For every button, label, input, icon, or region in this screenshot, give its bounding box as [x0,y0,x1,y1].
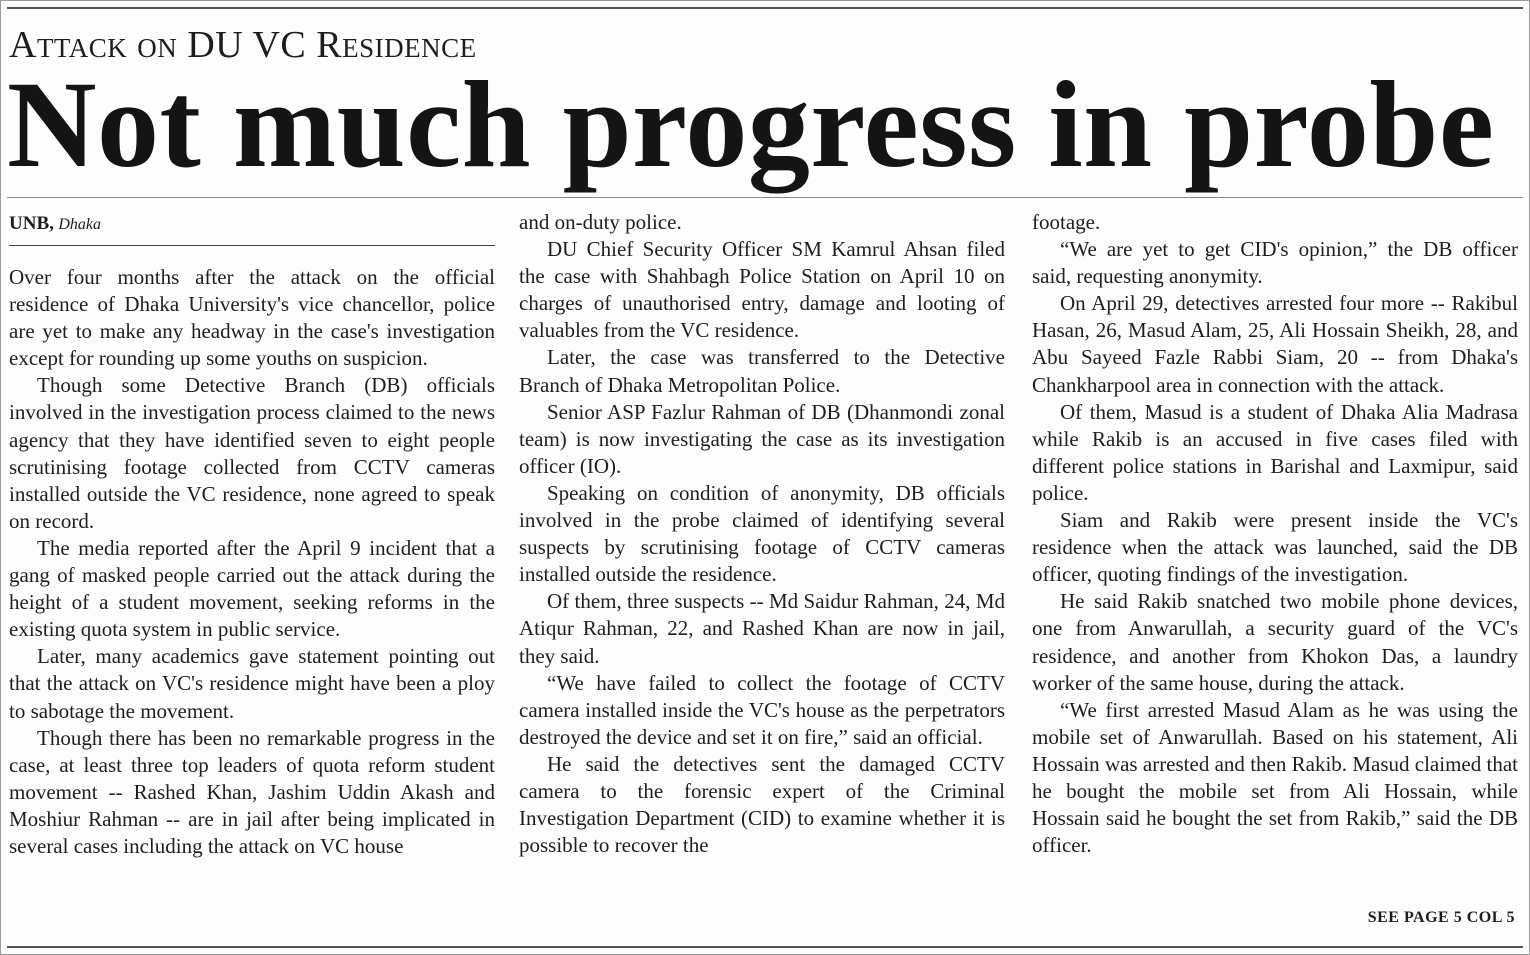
paragraph-continuation: footage. [1032,210,1101,234]
paragraph: He said the detectives sent the damaged CCTV camera to the forensic expert of the Criminal Investigation Department (CID) to examine whether it is possible to recover the [519,751,1005,858]
paragraph: Speaking on condition of anonymity, DB officials involved in the probe claimed of identifying several suspects by scrutinising footage of CCTV cameras installed outside the residence. [519,480,1005,587]
kicker: Attack on DU VC Residence [9,24,477,66]
paragraph: “We first arrested Masud Alam as he was using the mobile set of Anwarullah. Based on his statement, Ali Hossain was arrested and then Rakib. Masud claimed that he bought the mobile set from Ali Hossain, while Hossain said he bought the set from Rakib,” said the DB officer. [1032,697,1518,858]
paragraph: Later, many academics gave statement pointing out that the attack on VC's residence might have been a ploy to sabotage the movement. [9,644,495,723]
byline [9,211,495,237]
paragraph: Though some Detective Branch (DB) officials involved in the investigation process claimed to the news agency that they have identified seven to eight people scrutinising footage collected from CCTV cameras installed outside the VC residence, none agreed to speak on record. [9,373,495,533]
paragraph-continuation: and on-duty police. [519,210,682,234]
paragraph: The media reported after the April 9 incident that a gang of masked people carried out the attack during the height of a student movement, seeking reforms in the existing quota system in public service. [9,535,495,642]
paragraph: “We have failed to collect the footage of CCTV camera installed inside the VC's house as the perpetrators destroyed the device and set it on fire,” said an official. [519,670,1005,749]
byline-agency: UNB, [9,213,54,234]
paragraph: On April 29, detectives arrested four more -- Rakibul Hasan, 26, Masud Alam, 25, Ali Hossain Sheikh, 28, and Abu Sayeed Fazle Rabbi Siam, 20 -- from Dhaka's Chankharpool area in connection with the attack. [1032,291,1518,397]
paragraph: He said Rakib snatched two mobile phone devices, one from Anwarullah, a security guard of the VC's residence, and another from Khokon Das, a laundry worker of the same house, during the attack. [1032,589,1518,695]
byline-place: Dhaka [58,216,102,233]
headline-rule [7,197,1523,198]
article-column-3 [1032,209,1518,859]
paragraph: Of them, Masud is a student of Dhaka Alia Madrasa while Rakib is an accused in five cases filed with different police stations in Barishal and Laxmipur, said police. [1032,399,1518,505]
paragraph: Though there has been no remarkable progress in the case, at least three top leaders of quota reform student movement -- Rashed Khan, Jashim Uddin Akash and Moshiur Rahman -- are in jail after being implicated in several cases including the attack on VC house [9,725,495,858]
paragraph: Senior ASP Fazlur Rahman of DB (Dhanmondi zonal team) is now investigating the case as its investigation officer (IO). [519,399,1005,478]
article-column-1 [9,211,495,860]
bottom-rule [7,946,1523,948]
top-rule [7,7,1523,9]
paragraph: Siam and Rakib were present inside the VC's residence when the attack was launched, said the DB officer, quoting findings of the investigation. [1032,508,1518,587]
headline: Not much progress in probe [7,56,1495,193]
continued-on-page: SEE PAGE 5 COL 5 [1367,909,1515,926]
paragraph: Of them, three suspects -- Md Saidur Rahman, 24, Md Atiqur Rahman, 22, and Rashed Khan are now in jail, they said. [519,589,1005,668]
paragraph: Over four months after the attack on the official residence of Dhaka University's vice chancellor, police are yet to make any headway in the case's investigation except for rounding up some youths on suspicion. [9,265,495,371]
paragraph: Later, the case was transferred to the Detective Branch of Dhaka Metropolitan Police. [519,345,1005,397]
paragraph: “We are yet to get CID's opinion,” the DB officer said, requesting anonymity. [1032,237,1518,289]
paragraph: DU Chief Security Officer SM Kamrul Ahsan filed the case with Shahbagh Police Station on April 10 on charges of unauthorised entry, damage and looting of valuables from the VC residence. [519,237,1005,343]
article-column-2 [519,209,1005,859]
byline-rule [9,245,495,246]
